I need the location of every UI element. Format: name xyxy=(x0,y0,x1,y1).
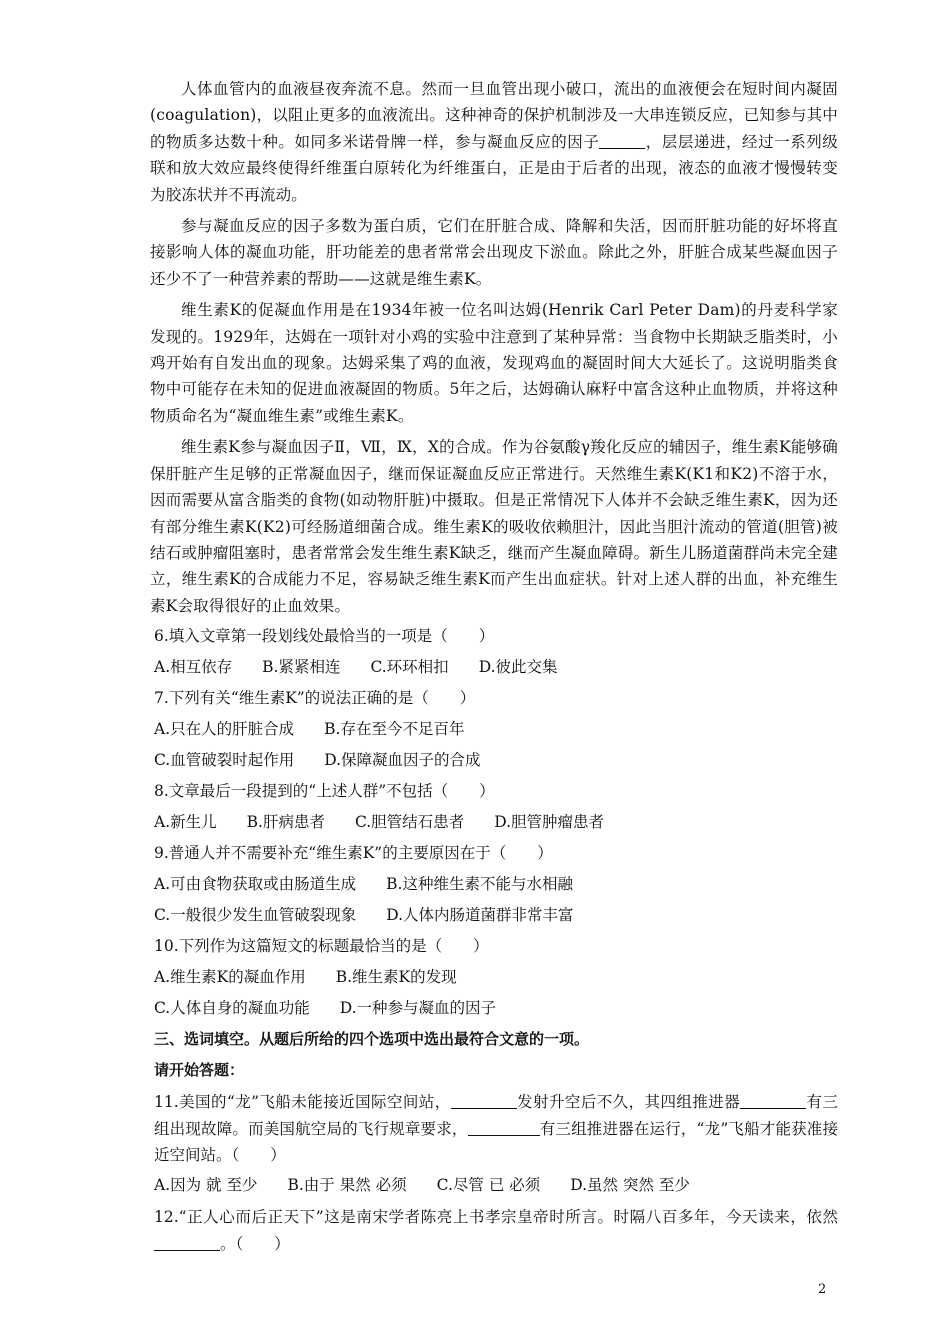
question-stem: 7.下列有关“维生素K”的说法正确的是（ ） xyxy=(154,689,476,708)
question-options-row-1 xyxy=(150,965,838,990)
page-content xyxy=(150,76,838,1262)
q11-text-1: 11.美国的“龙”飞船未能接近国际空间站， xyxy=(154,1093,451,1112)
fill-blank xyxy=(740,1091,806,1109)
option-a: A.可由食物获取或由肠道生成 xyxy=(154,875,357,894)
option-b: B.肝病患者 xyxy=(246,813,325,832)
option-d: D.一种参与凝血的因子 xyxy=(339,999,497,1018)
option-c: C.尽管 已 必须 xyxy=(436,1176,541,1195)
option-c: C.血管破裂时起作用 xyxy=(154,751,295,770)
option-c: C.一般很少发生血管破裂现象 xyxy=(154,906,357,925)
fill-blank xyxy=(451,1091,517,1109)
passage-p1-text-a: 人体血管内的血液昼夜奔流不息。然而一旦血管出现小破口，流出的血液便会在短时间内凝固(coagulation)，以阻止更多的血液流出。这种神奇的保护机制涉及一大串连锁反应，已知参与其中的物质多达数十种。如同多米诺骨牌一样，参与凝血反应的因子 xyxy=(150,80,838,151)
question-stem xyxy=(150,1204,838,1257)
option-c: C.人体自身的凝血功能 xyxy=(154,999,310,1018)
passage-paragraph-4: 维生素K参与凝血因子Ⅱ，Ⅶ，Ⅸ，Ⅹ的合成。作为谷氨酸γ羧化反应的辅因子，维生素K能够确保肝脏产生足够的正常凝血因子，继而保证凝血反应正常进行。天然维生素K(K1和K2)不溶于水，因而需要从富含脂类的食物(如动物肝脏)中摄取。但是正常情况下人体并不会缺乏维生素K，因为还有部分维生素K(K2)可经肠道细菌合成。维生素K的吸收依赖胆汁，因此当胆汁流动的管道(胆管)被结石或肿瘤阻塞时，患者常常会发生维生素K缺乏，继而产生凝血障碍。新生儿肠道菌群尚未完全建立，维生素K的合成能力不足，容易缺乏维生素K而产生出血症状。针对上述人群的出血，补充维生素K会取得很好的止血效果。 xyxy=(150,438,838,615)
passage-p1-text-b: ，层层递进，经过一系列级联和放大效应最终使得纤维蛋白原转化为纤维蛋白，正是由于后者的出现，液态的血液才慢慢转变为胶冻状并不再流动。 xyxy=(150,132,839,204)
option-b: B.紧紧相连 xyxy=(262,658,341,677)
option-a: A.相互依存 xyxy=(154,658,233,677)
fill-blank xyxy=(154,1233,220,1251)
question-options-row-2 xyxy=(150,748,838,773)
section-title: 三、选词填空。从题后所给的四个选项中选出最符合文意的一项。 xyxy=(154,1030,590,1049)
question-stem: 9.普通人并不需要补充“维生素K”的主要原因在于（ ） xyxy=(154,844,553,863)
option-a: A.因为 就 至少 xyxy=(154,1176,258,1195)
question-7 xyxy=(150,686,838,773)
section-start: 请开始答题： xyxy=(154,1061,245,1080)
question-6 xyxy=(150,624,838,680)
question-10 xyxy=(150,934,838,1021)
question-options-row-2 xyxy=(150,903,838,928)
question-options xyxy=(150,1173,838,1198)
question-12 xyxy=(150,1204,838,1257)
option-d: D.胆管肿瘤患者 xyxy=(494,813,605,832)
option-a: A.新生儿 xyxy=(154,813,217,832)
question-11 xyxy=(150,1089,838,1198)
passage-paragraph-1 xyxy=(150,76,838,208)
question-stem: 6.填入文章第一段划线处最恰当的一项是（ ） xyxy=(154,627,495,646)
q12-text-1: 12.“正人心而后正天下”这是南宋学者陈亮上书孝宗皇帝时所言。时隔八百多年，今天读来，依然 xyxy=(154,1208,838,1227)
q11-text-2: 发射升空后不久，其四组推进器 xyxy=(516,1093,741,1112)
fill-blank xyxy=(468,1118,540,1136)
question-9 xyxy=(150,841,838,928)
option-a: A.维生素K的凝血作用 xyxy=(154,968,306,987)
question-options-row-1 xyxy=(150,717,838,742)
question-stem: 10.下列作为这篇短文的标题最恰当的是（ ） xyxy=(154,937,489,956)
question-stem xyxy=(150,1089,838,1168)
question-options xyxy=(150,655,838,680)
page-number: 2 xyxy=(818,1282,827,1297)
option-d: D.彼此交集 xyxy=(478,658,558,677)
q12-text-2: 。（ ） xyxy=(220,1234,290,1253)
question-8 xyxy=(150,779,838,835)
passage-paragraph-3: 维生素K的促凝血作用是在1934年被一位名叫达姆(Henrik Carl Peter Dam)的丹麦科学家发现的。1929年，达姆在一项针对小鸡的实验中注意到了某种异常：当食物中长期缺乏脂类时，小鸡开始有自发出血的现象。达姆采集了鸡的血液，发现鸡血的凝固时间大大延长了。这说明脂类食物中可能存在未知的促进血液凝固的物质。5年之后，达姆确认麻籽中富含这种止血物质，并将这种物质命名为“凝血维生素”或维生素K。 xyxy=(150,301,838,425)
option-b: B.这种维生素不能与水相融 xyxy=(386,875,573,894)
option-d: D.保障凝血因子的合成 xyxy=(324,751,481,770)
q11-text-3: 有三组出现故障。而美国航空局的飞行规章要求， xyxy=(154,1093,838,1138)
question-stem: 8.文章最后一段提到的“上述人群”不包括（ ） xyxy=(154,782,495,801)
option-b: B.存在至今不足百年 xyxy=(324,720,465,739)
question-options-row-1 xyxy=(150,872,838,897)
option-d: D.人体内肠道菌群非常丰富 xyxy=(386,906,574,925)
fill-blank xyxy=(599,131,645,149)
q11-text-4: 有三组推进器在运行，“龙”飞船才能获准接近空间站。（ ） xyxy=(154,1119,838,1164)
option-a: A.只在人的肝脏合成 xyxy=(154,720,295,739)
question-options-row-2 xyxy=(150,996,838,1021)
passage-paragraph-2: 参与凝血反应的因子多数为蛋白质，它们在肝脏合成、降解和失活，因而肝脏功能的好坏将直接影响人体的凝血功能，肝功能差的患者常常会出现皮下淤血。除此之外，肝脏合成某些凝血因子还少不了一种营养素的帮助——这就是维生素K。 xyxy=(150,217,838,288)
option-b: B.维生素K的发现 xyxy=(335,968,457,987)
option-d: D.虽然 突然 至少 xyxy=(570,1176,690,1195)
option-c: C.环环相扣 xyxy=(370,658,449,677)
option-c: C.胆管结石患者 xyxy=(354,813,465,832)
question-options xyxy=(150,810,838,835)
option-b: B.由于 果然 必须 xyxy=(287,1176,407,1195)
